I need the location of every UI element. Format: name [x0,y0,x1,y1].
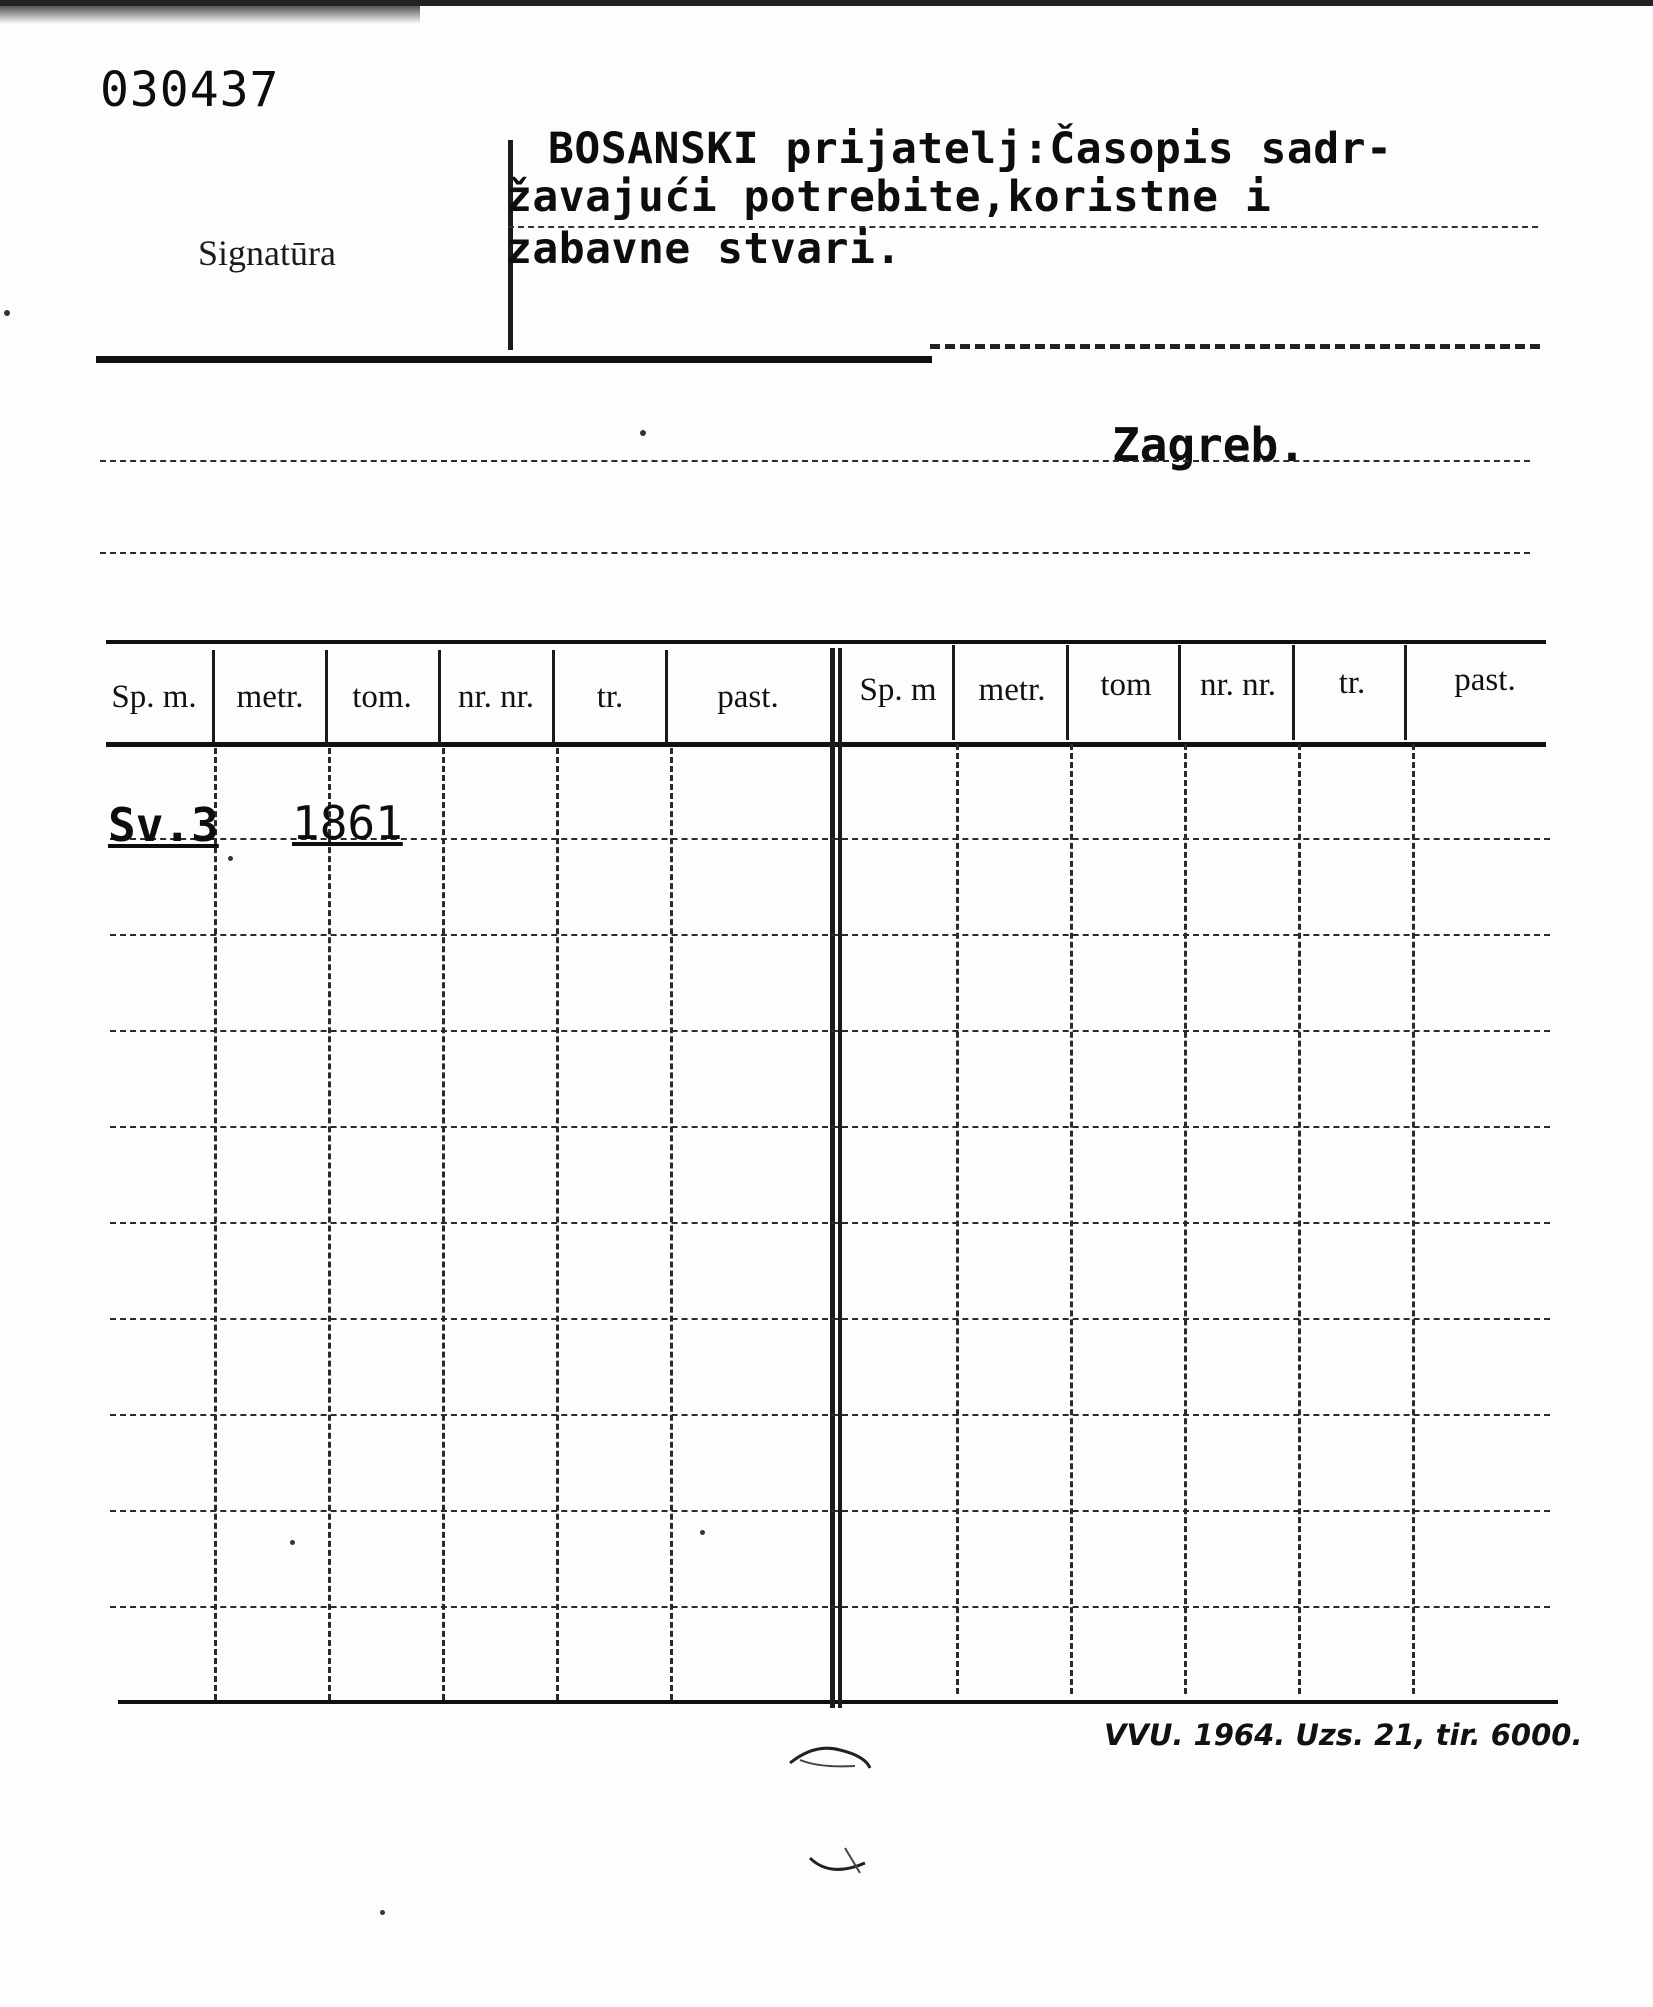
punch-hole-mark [770,1738,890,1888]
speck [700,1530,705,1535]
header-left-past: past. [717,678,779,715]
title-underline [508,226,1538,228]
table-top-rule [106,640,1546,644]
header-left-sp-m: Sp. m. [111,678,197,715]
row1-metr: 1861 [292,796,403,850]
col-line-h3 [438,650,441,745]
col-line-b4 [556,748,559,1700]
col-line-h2 [325,650,328,745]
col-line-h11 [1404,645,1407,740]
row-line-3 [110,1030,1550,1032]
table-header-rule [106,742,1546,747]
col-line-b3 [442,748,445,1700]
row-line-4 [110,1126,1550,1128]
entry-line-1 [100,460,1530,462]
title-line-2: žavajući potrebite,koristne i [506,172,1272,222]
col-line-b7 [956,744,959,1694]
speck [228,856,233,861]
speck [290,1540,295,1545]
speck [4,310,10,316]
row-line-6 [110,1318,1550,1320]
header-right-nr-nr: nr. nr. [1199,666,1277,703]
row-line-7 [110,1414,1550,1416]
col-line-b1 [214,748,217,1700]
row-line-2 [110,934,1550,936]
header-rule [96,356,932,363]
row1-sp-m: Sv.3 [108,798,219,852]
speck [640,430,646,436]
col-line-b2 [328,748,331,1700]
place-of-publication: Zagreb. [1112,418,1306,472]
card-id-number: 030437 [100,62,280,118]
entry-line-2 [100,552,1530,554]
col-line-h4 [552,650,555,745]
printer-note: VVU. 1964. Uzs. 21, tir. 6000. [1104,1718,1583,1752]
header-left-tr: tr. [596,678,624,715]
speck [380,1910,385,1915]
header-left-nr-nr: nr. nr. [457,678,535,715]
col-line-h1 [212,650,215,745]
col-line-b11 [1412,744,1415,1694]
header-rule-tail [930,344,1540,349]
header-right-sp-m: Sp. m [859,671,937,708]
row-line-5 [110,1222,1550,1224]
header-right-past: past. [1454,661,1516,698]
col-line-h9 [1178,645,1181,740]
row-line-9 [110,1606,1550,1608]
col-line-h7 [952,645,955,740]
col-line-b10 [1298,744,1301,1694]
col-line-h10 [1292,645,1295,740]
col-line-b9 [1184,744,1187,1694]
signature-label: Signatūra [198,233,336,273]
row-line-8 [110,1510,1550,1512]
header-right-tom: tom [1100,666,1152,703]
col-line-b8 [1070,744,1073,1694]
header-right-tr: tr. [1338,664,1366,701]
header-left-metr: metr. [236,678,304,715]
center-divider-a [830,648,835,1708]
title-line-1: BOSANSKI prijatelj:Časopis sadr- [548,124,1393,174]
col-line-b5 [670,748,673,1700]
col-line-h5 [665,650,668,745]
col-line-h8 [1066,645,1069,740]
header-right-metr: metr. [978,671,1046,708]
title-line-3: zabavne stvari. [506,224,902,274]
center-divider-b [838,648,842,1708]
header-left-tom: tom. [352,678,412,715]
top-edge-smudge [0,6,420,24]
